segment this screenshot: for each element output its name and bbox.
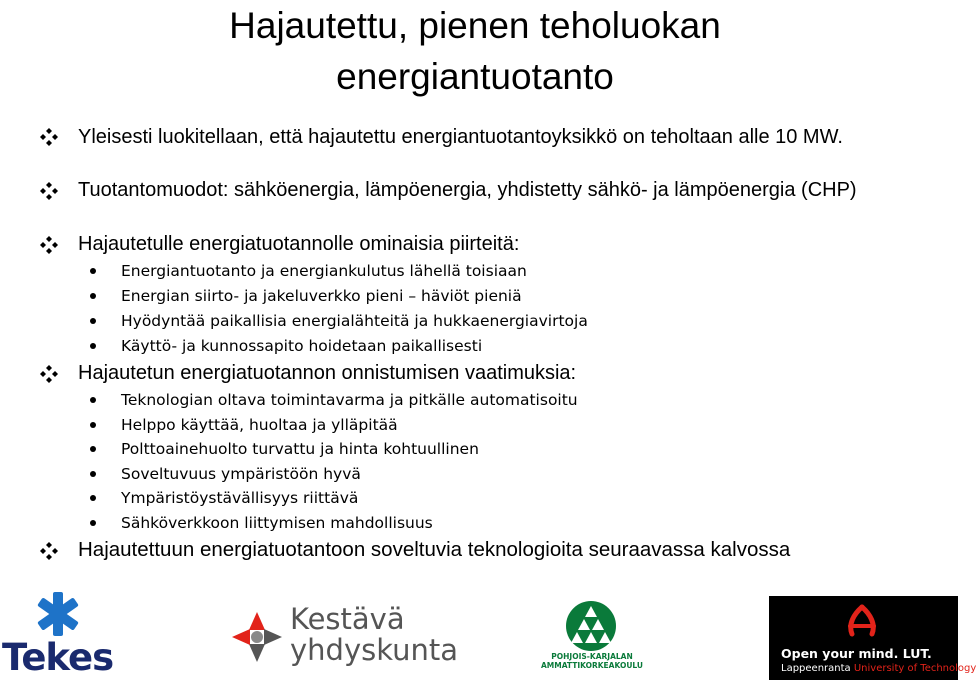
requirement-item: Ympäristöystävällisyys riittävä — [121, 489, 359, 507]
feature-item: Hyödyntää paikallisia energialähteitä ja hukkaenergiavirtoja — [121, 312, 588, 330]
lut-logo-icon — [842, 604, 882, 640]
pkamk-logo-icon — [560, 600, 622, 652]
kestava-logo-icon — [230, 610, 284, 664]
lut-name-part-2: University of Technology — [853, 663, 976, 674]
feature-item: Käyttö- ja kunnossapito hoidetaan paikallisesti — [121, 337, 483, 355]
requirement-item: Sähköverkkoon liittymisen mahdollisuus — [121, 514, 433, 532]
bullet-dot — [90, 495, 96, 501]
kestava-logo-text — [290, 604, 458, 666]
bullet-dot — [90, 471, 96, 477]
bullet-dot — [90, 422, 96, 428]
tekes-logo-text: Tekes — [2, 636, 114, 679]
lut-name-part-1: Lappeenranta — [781, 663, 854, 674]
lut-slogan: Open your mind. LUT. — [781, 646, 932, 661]
diamond-bullet-icon — [39, 541, 59, 561]
title-line-1: Hajautettu, pienen teholuokan — [229, 5, 721, 46]
title-line-2: energiantuotanto — [336, 56, 614, 97]
requirement-item: Teknologian oltava toimintavarma ja pitkälle automatisoitu — [121, 391, 578, 409]
pkamk-line-2: AMMATTIKORKEAKOULU — [540, 661, 644, 670]
point-5: Hajautettuun energiatuotantoon soveltuvia teknologioita seuraavassa kalvossa — [78, 538, 791, 561]
bullet-dot — [90, 446, 96, 452]
requirement-item: Polttoainehuolto turvattu ja hinta kohtuullinen — [121, 440, 479, 458]
diamond-bullet-icon — [39, 364, 59, 384]
point-1: Yleisesti luokitellaan, että hajautettu energiantuotantoyksikkö on teholtaan alle 10 MW. — [78, 126, 843, 148]
bullet-dot — [90, 343, 96, 349]
kestava-line-2: yhdyskunta — [290, 633, 459, 667]
bullet-dot — [90, 268, 96, 274]
diamond-bullet-icon — [39, 181, 59, 201]
diamond-bullet-icon — [39, 235, 59, 255]
feature-item: Energiantuotanto ja energiankulutus lähellä toisiaan — [121, 262, 527, 280]
feature-item: Energian siirto- ja jakeluverkko pieni – häviöt pieniä — [121, 287, 522, 305]
point-4: Hajautetun energiatuotannon onnistumisen vaatimuksia: — [78, 362, 577, 384]
requirement-item: Soveltuvuus ympäristöön hyvä — [121, 465, 361, 483]
pkamk-line-1: POHJOIS-KARJALAN — [551, 652, 633, 661]
slide-title — [0, 0, 950, 102]
point-2: Tuotantomuodot: sähköenergia, lämpöenergia, yhdistetty sähkö- ja lämpöenergia (CHP) — [78, 179, 857, 201]
kestava-line-1: Kestävä — [290, 602, 405, 636]
bullet-dot — [90, 397, 96, 403]
tekes-logo-icon — [28, 592, 88, 636]
pkamk-logo-text — [538, 652, 646, 670]
lut-university-name — [781, 663, 976, 674]
bullet-dot — [90, 520, 96, 526]
point-3: Hajautetulle energiatuotannolle ominaisia piirteitä: — [78, 233, 520, 255]
diamond-bullet-icon — [39, 127, 59, 147]
bullet-dot — [90, 293, 96, 299]
requirement-item: Helppo käyttää, huoltaa ja ylläpitää — [121, 416, 398, 434]
bullet-dot — [90, 318, 96, 324]
